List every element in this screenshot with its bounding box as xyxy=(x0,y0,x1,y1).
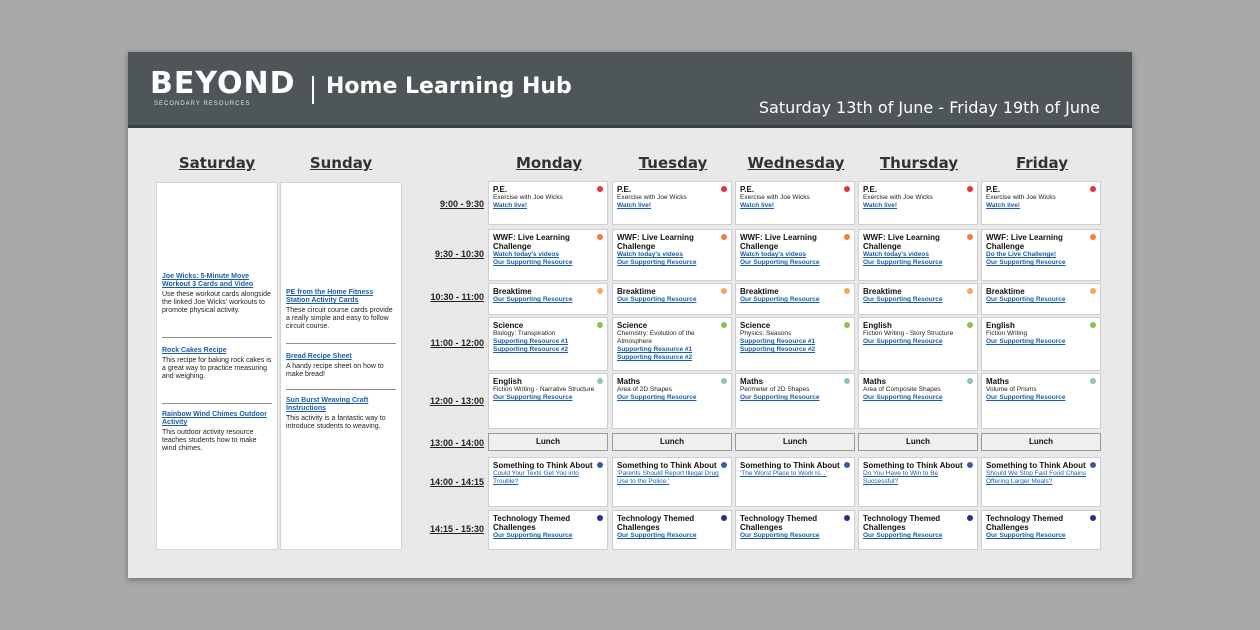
lesson-subject: Breaktime xyxy=(863,287,902,296)
day-heading-saturday: Saturday xyxy=(178,154,256,172)
sunday-column xyxy=(280,182,402,550)
lunch-bar-monday: Lunch xyxy=(488,433,608,451)
category-dot-icon xyxy=(1090,462,1096,468)
header-bar xyxy=(128,52,1132,128)
resource-link[interactable]: Supporting Resource #2 xyxy=(493,346,569,353)
lunch-bar-friday: Lunch xyxy=(981,433,1101,451)
sunday-activity xyxy=(286,397,396,431)
category-dot-icon xyxy=(597,186,603,192)
category-dot-icon xyxy=(721,322,727,328)
lesson-subject: Breaktime xyxy=(740,287,779,296)
lesson-subject: P.E. xyxy=(863,185,878,194)
day-heading-tuesday: Tuesday xyxy=(638,154,708,172)
lesson-subject: WWF: Live Learning Challenge xyxy=(986,233,1063,251)
lesson-cell-monday xyxy=(488,510,608,550)
resource-link[interactable]: Watch live! xyxy=(863,202,898,209)
category-dot-icon xyxy=(844,322,850,328)
category-dot-icon xyxy=(597,462,603,468)
lesson-subject: WWF: Live Learning Challenge xyxy=(493,233,570,251)
lesson-cell-thursday xyxy=(858,510,978,550)
saturday-activity xyxy=(162,347,272,381)
beyond-logo[interactable]: BEYOND xyxy=(150,66,296,101)
category-dot-icon xyxy=(844,462,850,468)
lesson-cell-wednesday xyxy=(735,181,855,225)
lesson-subject: Something to Think About xyxy=(493,461,593,470)
category-dot-icon xyxy=(844,186,850,192)
divider xyxy=(286,389,396,390)
resource-link[interactable]: Our Supporting Resource xyxy=(617,394,697,401)
lesson-cell-monday xyxy=(488,229,608,281)
lesson-description: Exercise with Joe Wicks xyxy=(863,194,933,201)
lesson-subject: English xyxy=(493,377,522,386)
lesson-cell-wednesday xyxy=(735,510,855,550)
lesson-cell-thursday xyxy=(858,229,978,281)
lesson-subject: WWF: Live Learning Challenge xyxy=(863,233,940,251)
lesson-subject: English xyxy=(863,321,892,330)
resource-link[interactable]: Supporting Resource #2 xyxy=(740,346,816,353)
lesson-description: Chemistry: Evolution of the Atmosphere xyxy=(617,330,695,345)
resource-link[interactable]: Do the Live Challenge! xyxy=(986,251,1057,258)
lesson-subject: Something to Think About xyxy=(986,461,1086,470)
resource-link[interactable]: Our Supporting Resource xyxy=(986,259,1066,266)
saturday-activity-link[interactable]: Rainbow Wind Chimes Outdoor Activity xyxy=(162,411,267,426)
day-heading-wednesday: Wednesday xyxy=(747,154,845,172)
sunday-activity xyxy=(286,289,396,331)
resource-link[interactable]: Watch today's videos xyxy=(617,251,683,258)
day-heading-thursday: Thursday xyxy=(879,154,959,172)
resource-link[interactable]: Our Supporting Resource xyxy=(986,532,1066,539)
lesson-cell-thursday xyxy=(858,373,978,429)
saturday-activity-desc: Use these workout cards alongside the linked Joe Wicks' workouts to promote physical activity. xyxy=(162,291,271,314)
lesson-subject: Maths xyxy=(986,377,1010,386)
divider xyxy=(286,343,396,344)
lesson-subject: Science xyxy=(617,321,648,330)
lesson-subject: Technology Themed Challenges xyxy=(863,514,941,532)
discussion-link[interactable]: Do You Have to Win to Be Successful? xyxy=(863,470,939,485)
lesson-description: Fiction Writing - Narrative Structure xyxy=(493,386,595,393)
resource-link[interactable]: Our Supporting Resource xyxy=(863,338,943,345)
discussion-link[interactable]: Could Your Texts Get You into Trouble? xyxy=(493,470,579,485)
header-divider xyxy=(312,76,314,104)
lesson-description: Exercise with Joe Wicks xyxy=(740,194,810,201)
lesson-cell-friday xyxy=(981,317,1101,371)
lesson-cell-friday xyxy=(981,283,1101,315)
lesson-subject: Maths xyxy=(617,377,641,386)
time-slot-label: 13:00 - 14:00 xyxy=(429,438,484,448)
lesson-cell-monday xyxy=(488,181,608,225)
lesson-cell-tuesday xyxy=(612,373,732,429)
lesson-description: Fiction Writing - Story Structure xyxy=(863,330,954,337)
saturday-activity-link[interactable]: Rock Cakes Recipe xyxy=(162,347,227,354)
lesson-subject: Technology Themed Challenges xyxy=(617,514,695,532)
date-range: Saturday 13th of June - Friday 19th of June xyxy=(758,98,1100,117)
lesson-cell-thursday xyxy=(858,283,978,315)
category-dot-icon xyxy=(1090,515,1096,521)
lesson-cell-tuesday xyxy=(612,457,732,507)
lesson-cell-friday xyxy=(981,510,1101,550)
saturday-activity-desc: This recipe for baking rock cakes is a great way to practice measuring and weighing. xyxy=(162,357,272,380)
sunday-activity xyxy=(286,353,396,379)
lesson-description: Area of 2D Shapes xyxy=(617,386,672,393)
lesson-cell-friday xyxy=(981,229,1101,281)
lesson-subject: WWF: Live Learning Challenge xyxy=(740,233,817,251)
resource-link[interactable]: Our Supporting Resource xyxy=(493,296,573,303)
lesson-cell-monday xyxy=(488,373,608,429)
lesson-subject: English xyxy=(986,321,1015,330)
resource-link[interactable]: Our Supporting Resource xyxy=(863,296,943,303)
lesson-cell-tuesday xyxy=(612,181,732,225)
lesson-description: Exercise with Joe Wicks xyxy=(986,194,1056,201)
saturday-activity xyxy=(162,411,272,453)
lesson-cell-tuesday xyxy=(612,317,732,371)
category-dot-icon xyxy=(721,515,727,521)
category-dot-icon xyxy=(844,234,850,240)
lesson-description: Exercise with Joe Wicks xyxy=(493,194,563,201)
resource-link[interactable]: Our Supporting Resource xyxy=(740,259,820,266)
resource-link[interactable]: Watch today's videos xyxy=(863,251,929,258)
page-title: Home Learning Hub xyxy=(326,74,572,99)
category-dot-icon xyxy=(967,378,973,384)
time-slot-label: 14:15 - 15:30 xyxy=(429,524,484,534)
resource-link[interactable]: Our Supporting Resource xyxy=(617,532,697,539)
lesson-cell-wednesday xyxy=(735,317,855,371)
lesson-cell-monday xyxy=(488,317,608,371)
resource-link[interactable]: Our Supporting Resource xyxy=(493,259,573,266)
lesson-subject: P.E. xyxy=(617,185,632,194)
lesson-cell-tuesday xyxy=(612,229,732,281)
resource-link[interactable]: Supporting Resource #2 xyxy=(617,354,693,361)
lesson-subject: Maths xyxy=(740,377,764,386)
resource-link[interactable]: Supporting Resource #1 xyxy=(493,338,569,345)
lesson-cell-friday xyxy=(981,181,1101,225)
category-dot-icon xyxy=(721,378,727,384)
lesson-subject: P.E. xyxy=(740,185,755,194)
lesson-description: Physics: Seasons xyxy=(740,330,792,337)
lesson-description: Exercise with Joe Wicks xyxy=(617,194,687,201)
resource-link[interactable]: Watch today's videos xyxy=(740,251,806,258)
lesson-subject: Technology Themed Challenges xyxy=(740,514,818,532)
saturday-activity xyxy=(162,273,272,315)
day-heading-friday: Friday xyxy=(1015,154,1068,172)
lesson-cell-thursday xyxy=(858,457,978,507)
category-dot-icon xyxy=(597,378,603,384)
lesson-subject: Something to Think About xyxy=(617,461,717,470)
category-dot-icon xyxy=(721,462,727,468)
lesson-subject: WWF: Live Learning Challenge xyxy=(617,233,694,251)
lesson-cell-thursday xyxy=(858,181,978,225)
time-slot-label: 12:00 - 13:00 xyxy=(429,396,484,406)
lesson-cell-monday xyxy=(488,457,608,507)
lesson-cell-thursday xyxy=(858,317,978,371)
lesson-description: Area of Composite Shapes xyxy=(863,386,941,393)
category-dot-icon xyxy=(597,515,603,521)
category-dot-icon xyxy=(1090,234,1096,240)
lesson-description: Volume of Prisms xyxy=(986,386,1037,393)
lesson-cell-wednesday xyxy=(735,373,855,429)
resource-link[interactable]: Watch live! xyxy=(986,202,1021,209)
discussion-link[interactable]: 'Parents Should Report Illegal Drug Use to the Police.' xyxy=(617,470,719,485)
sunday-activity-link[interactable]: Sun Burst Weaving Craft Instructions xyxy=(286,397,369,412)
time-slot-label: 9:30 - 10:30 xyxy=(434,249,484,259)
lesson-description: Biology: Transpiration xyxy=(493,330,556,337)
lesson-subject: Something to Think About xyxy=(740,461,840,470)
resource-link[interactable]: Watch live! xyxy=(740,202,775,209)
lesson-subject: Technology Themed Challenges xyxy=(493,514,571,532)
time-slot-label: 10:30 - 11:00 xyxy=(430,292,484,302)
category-dot-icon xyxy=(967,462,973,468)
divider xyxy=(162,403,272,404)
category-dot-icon xyxy=(967,234,973,240)
saturday-activity-desc: This outdoor activity resource teaches students how to make wind chimes. xyxy=(162,429,257,452)
sunday-activity-desc: These circuit course cards provide a really simple and easy to follow circuit course. xyxy=(286,307,393,330)
resource-link[interactable]: Our Supporting Resource xyxy=(740,394,820,401)
category-dot-icon xyxy=(597,322,603,328)
sunday-activity-desc: A handy recipe sheet on how to make bread! xyxy=(286,363,384,378)
sunday-activity-desc: This activity is a fantastic way to introduce students to weaving. xyxy=(286,415,386,430)
resource-link[interactable]: Our Supporting Resource xyxy=(740,532,820,539)
resource-link[interactable]: Watch today's videos xyxy=(493,251,559,258)
category-dot-icon xyxy=(844,378,850,384)
resource-link[interactable]: Supporting Resource #1 xyxy=(740,338,816,345)
lesson-subject: Technology Themed Challenges xyxy=(986,514,1064,532)
discussion-link[interactable]: 'The Worst Place to Work Is...' xyxy=(740,470,827,477)
lesson-subject: P.E. xyxy=(986,185,1001,194)
lesson-cell-monday xyxy=(488,283,608,315)
time-slot-label: 11:00 - 12:00 xyxy=(430,338,484,348)
divider xyxy=(162,337,272,338)
category-dot-icon xyxy=(597,288,603,294)
saturday-column xyxy=(156,182,278,550)
lunch-bar-wednesday: Lunch xyxy=(735,433,855,451)
lesson-subject: Science xyxy=(493,321,524,330)
resource-link[interactable]: Our Supporting Resource xyxy=(986,338,1066,345)
lesson-subject: P.E. xyxy=(493,185,508,194)
category-dot-icon xyxy=(967,288,973,294)
lunch-bar-tuesday: Lunch xyxy=(612,433,732,451)
sunday-activity-link[interactable]: PE from the Home Fitness Station Activity Cards xyxy=(286,289,374,304)
lesson-cell-wednesday xyxy=(735,283,855,315)
lesson-cell-friday xyxy=(981,373,1101,429)
learning-hub-card xyxy=(128,52,1132,578)
lesson-cell-tuesday xyxy=(612,283,732,315)
resource-link[interactable]: Our Supporting Resource xyxy=(617,259,697,266)
lesson-cell-wednesday xyxy=(735,229,855,281)
resource-link[interactable]: Our Supporting Resource xyxy=(986,394,1066,401)
category-dot-icon xyxy=(1090,322,1096,328)
category-dot-icon xyxy=(1090,288,1096,294)
logo-subtitle: SECONDARY RESOURCES xyxy=(154,101,251,107)
category-dot-icon xyxy=(1090,378,1096,384)
category-dot-icon xyxy=(597,234,603,240)
resource-link[interactable]: Our Supporting Resource xyxy=(863,394,943,401)
category-dot-icon xyxy=(967,186,973,192)
lesson-description: Perimeter of 2D Shapes xyxy=(740,386,810,393)
saturday-activity-link[interactable]: Joe Wicks: 5-Minute Move Workout 3 Cards and Video xyxy=(162,273,254,288)
category-dot-icon xyxy=(967,515,973,521)
resource-link[interactable]: Our Supporting Resource xyxy=(986,296,1066,303)
lesson-subject: Breaktime xyxy=(493,287,532,296)
resource-link[interactable]: Watch live! xyxy=(493,202,528,209)
day-heading-monday: Monday xyxy=(515,154,583,172)
resource-link[interactable]: Our Supporting Resource xyxy=(863,532,943,539)
resource-link[interactable]: Watch live! xyxy=(617,202,652,209)
resource-link[interactable]: Our Supporting Resource xyxy=(493,394,573,401)
category-dot-icon xyxy=(1090,186,1096,192)
time-slot-label: 9:00 - 9:30 xyxy=(439,199,484,209)
lesson-cell-friday xyxy=(981,457,1101,507)
lunch-bar-thursday: Lunch xyxy=(858,433,978,451)
resource-link[interactable]: Our Supporting Resource xyxy=(493,532,573,539)
sunday-activity-link[interactable]: Bread Recipe Sheet xyxy=(286,353,352,360)
time-slot-label: 14:00 - 14:15 xyxy=(429,477,484,487)
lesson-cell-tuesday xyxy=(612,510,732,550)
category-dot-icon xyxy=(721,234,727,240)
lesson-subject: Science xyxy=(740,321,771,330)
day-heading-sunday: Sunday xyxy=(309,154,373,172)
lesson-subject: Maths xyxy=(863,377,887,386)
category-dot-icon xyxy=(721,186,727,192)
lesson-cell-wednesday xyxy=(735,457,855,507)
resource-link[interactable]: Our Supporting Resource xyxy=(863,259,943,266)
resource-link[interactable]: Our Supporting Resource xyxy=(740,296,820,303)
lesson-subject: Breaktime xyxy=(986,287,1025,296)
category-dot-icon xyxy=(967,322,973,328)
lesson-description: Fiction Writing xyxy=(986,330,1028,337)
discussion-link[interactable]: Should We Stop Fast Food Chains Offering Larger Meals? xyxy=(986,470,1086,485)
category-dot-icon xyxy=(844,515,850,521)
resource-link[interactable]: Supporting Resource #1 xyxy=(617,346,693,353)
category-dot-icon xyxy=(844,288,850,294)
resource-link[interactable]: Our Supporting Resource xyxy=(617,296,697,303)
lesson-subject: Breaktime xyxy=(617,287,656,296)
category-dot-icon xyxy=(721,288,727,294)
lesson-subject: Something to Think About xyxy=(863,461,963,470)
